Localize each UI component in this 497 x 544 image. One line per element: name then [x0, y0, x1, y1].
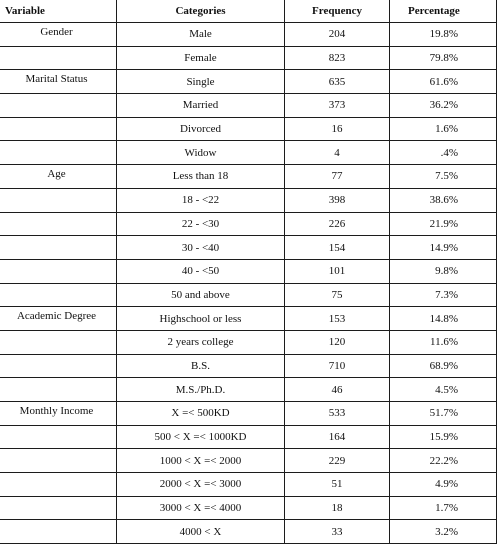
percentage-cell: 14.9% [390, 236, 497, 260]
header-percentage: Percentage [390, 0, 497, 23]
category-cell: M.S./Ph.D. [117, 378, 285, 402]
variable-cell [0, 473, 117, 497]
frequency-cell: 226 [285, 212, 390, 236]
category-cell: 40 - <50 [117, 259, 285, 283]
frequency-cell: 101 [285, 259, 390, 283]
percentage-cell: 36.2% [390, 94, 497, 118]
table-row [0, 117, 497, 141]
frequency-cell: 533 [285, 402, 390, 426]
variable-cell [0, 378, 117, 402]
category-cell: Married [117, 94, 285, 118]
frequency-cell: 75 [285, 283, 390, 307]
table-row [0, 141, 497, 165]
category-cell: Highschool or less [117, 307, 285, 331]
frequency-cell: 77 [285, 165, 390, 189]
category-cell: B.S. [117, 354, 285, 378]
table-header [0, 0, 497, 23]
category-cell: 500 < X =< 1000KD [117, 425, 285, 449]
frequency-cell: 153 [285, 307, 390, 331]
percentage-cell: 21.9% [390, 212, 497, 236]
frequency-cell: 4 [285, 141, 390, 165]
table-row [0, 46, 497, 70]
table-row [0, 283, 497, 307]
table-row [0, 496, 497, 520]
header-row [0, 0, 497, 23]
percentage-cell: 4.5% [390, 378, 497, 402]
percentage-cell: 38.6% [390, 188, 497, 212]
category-cell: Female [117, 46, 285, 70]
variable-cell [0, 496, 117, 520]
variable-cell [0, 212, 117, 236]
variable-cell [0, 259, 117, 283]
frequency-cell: 154 [285, 236, 390, 260]
header-categories: Categories [117, 0, 285, 23]
table-row [0, 259, 497, 283]
percentage-cell: 7.5% [390, 165, 497, 189]
table-row [0, 425, 497, 449]
table-row [0, 520, 497, 544]
variable-cell [0, 330, 117, 354]
category-cell: 30 - <40 [117, 236, 285, 260]
percentage-cell: 14.8% [390, 307, 497, 331]
percentage-cell: 22.2% [390, 449, 497, 473]
percentage-cell: 51.7% [390, 402, 497, 426]
percentage-cell: 79.8% [390, 46, 497, 70]
frequency-cell: 635 [285, 70, 390, 94]
category-cell: 18 - <22 [117, 188, 285, 212]
table-row [0, 70, 497, 94]
percentage-cell: 61.6% [390, 70, 497, 94]
variable-cell [0, 94, 117, 118]
category-cell: 4000 < X [117, 520, 285, 544]
table-row [0, 94, 497, 118]
frequency-cell: 16 [285, 117, 390, 141]
category-cell: Male [117, 23, 285, 47]
table-row [0, 23, 497, 47]
header-frequency: Frequency [285, 0, 390, 23]
percentage-cell: 68.9% [390, 354, 497, 378]
table-row [0, 330, 497, 354]
frequency-cell: 710 [285, 354, 390, 378]
table-row [0, 378, 497, 402]
percentage-cell: 7.3% [390, 283, 497, 307]
category-cell: 50 and above [117, 283, 285, 307]
percentage-cell: 15.9% [390, 425, 497, 449]
category-cell: 2000 < X =< 3000 [117, 473, 285, 497]
percentage-cell: 1.7% [390, 496, 497, 520]
frequency-cell: 120 [285, 330, 390, 354]
table-row [0, 402, 497, 426]
category-cell: 3000 < X =< 4000 [117, 496, 285, 520]
frequency-cell: 373 [285, 94, 390, 118]
variable-cell [0, 236, 117, 260]
table-row [0, 188, 497, 212]
category-cell: Divorced [117, 117, 285, 141]
frequency-cell: 51 [285, 473, 390, 497]
frequency-cell: 398 [285, 188, 390, 212]
frequency-cell: 46 [285, 378, 390, 402]
table-row [0, 473, 497, 497]
percentage-cell: 19.8% [390, 23, 497, 47]
frequency-cell: 33 [285, 520, 390, 544]
category-cell: Widow [117, 141, 285, 165]
frequency-cell: 164 [285, 425, 390, 449]
variable-cell [0, 46, 117, 70]
variable-cell: Monthly Income [0, 402, 117, 426]
table-row [0, 236, 497, 260]
header-variable: Variable [0, 0, 117, 23]
percentage-cell: 1.6% [390, 117, 497, 141]
percentage-cell: .4% [390, 141, 497, 165]
table-row [0, 307, 497, 331]
variable-cell [0, 188, 117, 212]
table-row [0, 212, 497, 236]
category-cell: 1000 < X =< 2000 [117, 449, 285, 473]
frequency-cell: 229 [285, 449, 390, 473]
variable-cell [0, 117, 117, 141]
table-row [0, 354, 497, 378]
category-cell: 2 years college [117, 330, 285, 354]
category-cell: Single [117, 70, 285, 94]
frequency-cell: 204 [285, 23, 390, 47]
variable-cell: Marital Status [0, 70, 117, 94]
frequency-cell: 18 [285, 496, 390, 520]
variable-cell [0, 425, 117, 449]
table-row [0, 165, 497, 189]
percentage-cell: 4.9% [390, 473, 497, 497]
variable-cell: Age [0, 165, 117, 189]
frequency-cell: 823 [285, 46, 390, 70]
category-cell: 22 - <30 [117, 212, 285, 236]
percentage-cell: 11.6% [390, 330, 497, 354]
variable-cell [0, 141, 117, 165]
table-row [0, 449, 497, 473]
percentage-cell: 3.2% [390, 520, 497, 544]
variable-cell [0, 520, 117, 544]
variable-cell: Gender [0, 23, 117, 47]
variable-cell: Academic Degree [0, 307, 117, 331]
variable-cell [0, 449, 117, 473]
category-cell: Less than 18 [117, 165, 285, 189]
category-cell: X =< 500KD [117, 402, 285, 426]
variable-cell [0, 354, 117, 378]
variable-cell [0, 283, 117, 307]
percentage-cell: 9.8% [390, 259, 497, 283]
table-body [0, 23, 497, 544]
